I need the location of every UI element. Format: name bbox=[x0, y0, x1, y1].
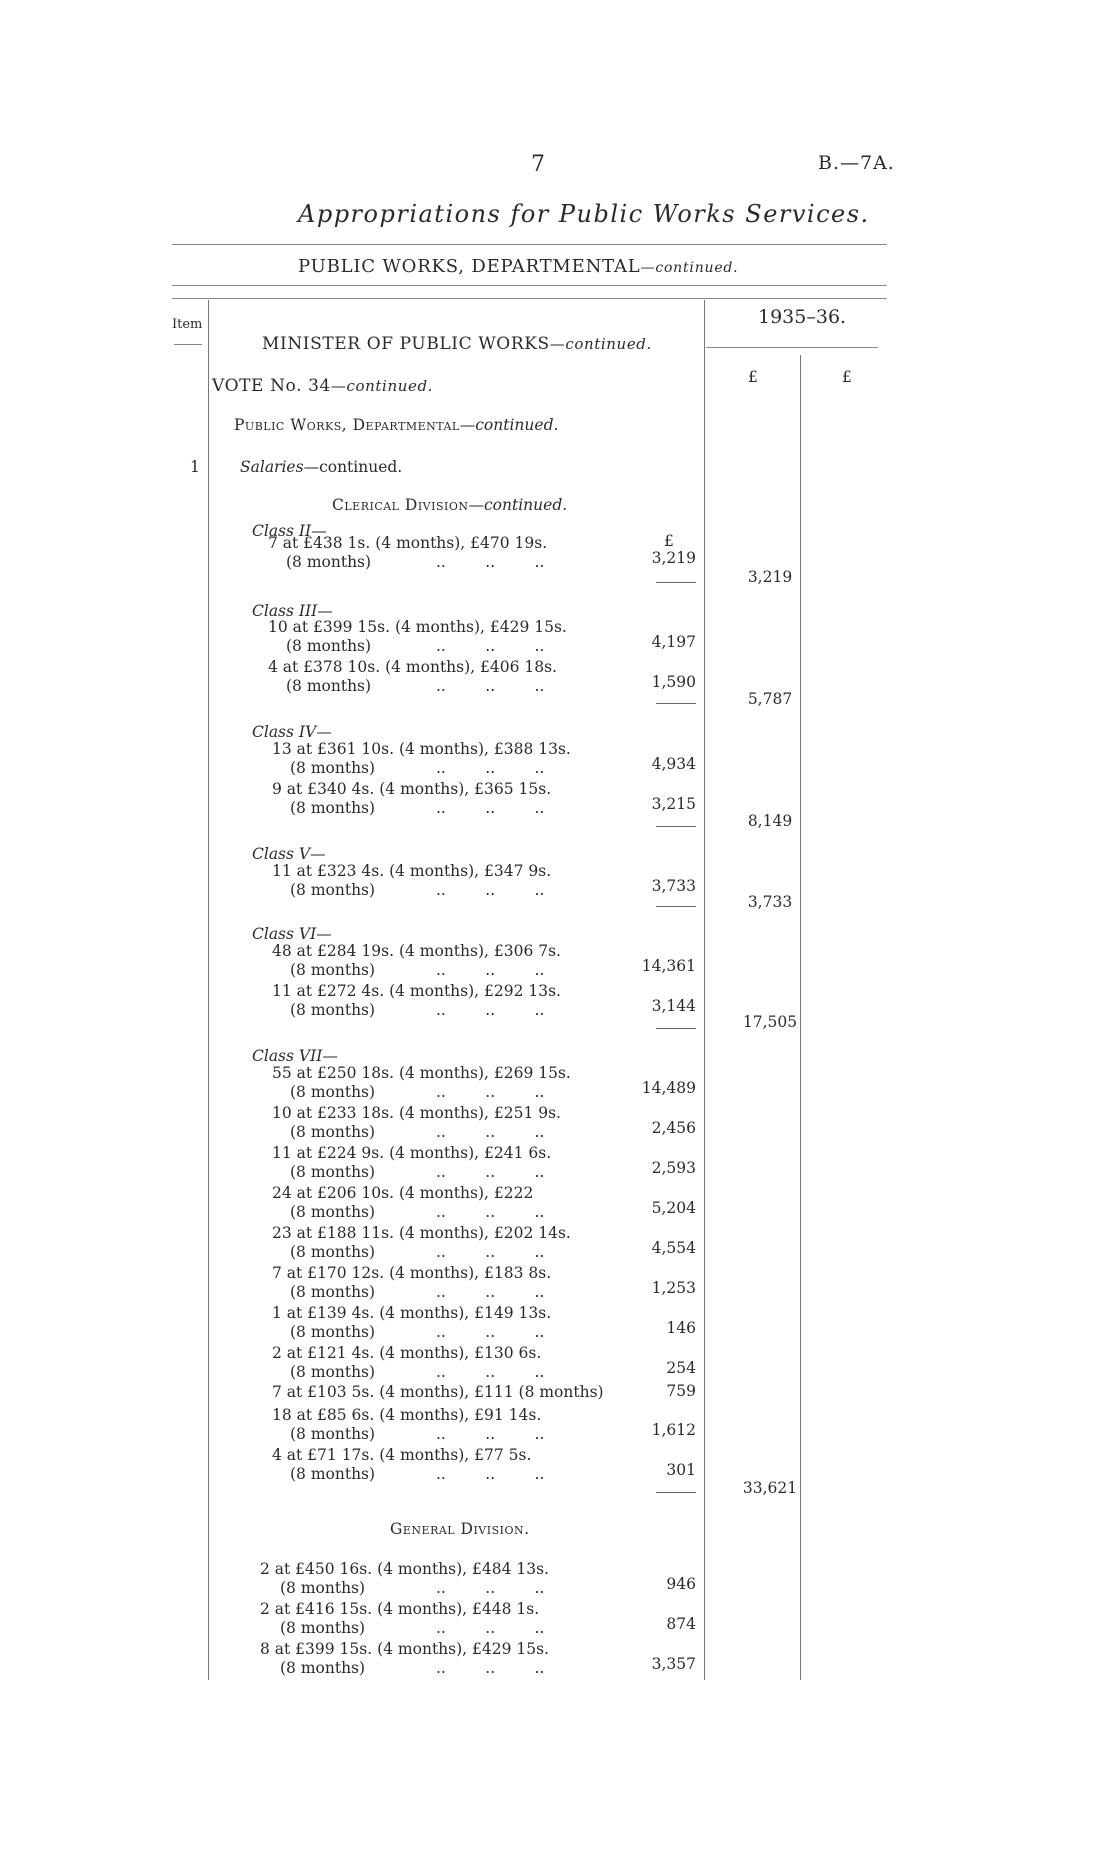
row-period-text: (8 months) bbox=[290, 1465, 376, 1483]
row-amount: 3,357 bbox=[651, 1655, 696, 1673]
row-rate-text: 4 at £378 10s. (4 months), £406 18s. bbox=[268, 658, 557, 676]
subtotal-rule bbox=[656, 1492, 696, 1493]
document-reference: B.—7A. bbox=[818, 152, 895, 174]
row-rate-text: 1 at £139 4s. (4 months), £149 13s. bbox=[272, 1304, 552, 1322]
row-period-text: (8 months) bbox=[290, 1001, 376, 1019]
vote-heading bbox=[212, 376, 433, 396]
class-label: Class IV— bbox=[252, 723, 332, 741]
row-rate-text: 8 at £399 15s. (4 months), £429 15s. bbox=[260, 1640, 549, 1658]
row-amount: 4,934 bbox=[651, 755, 696, 773]
row-rate-text: 2 at £416 15s. (4 months), £448 1s. bbox=[260, 1600, 540, 1618]
leader-dots: .. .. .. bbox=[436, 1163, 545, 1181]
row-period-text: (8 months) bbox=[286, 637, 372, 655]
row-amount: 1,590 bbox=[651, 673, 696, 691]
row-amount: 5,204 bbox=[651, 1199, 696, 1217]
leader-dots: .. .. .. bbox=[436, 553, 545, 571]
row-rate-text: 23 at £188 11s. (4 months), £202 14s. bbox=[272, 1224, 571, 1242]
item-label-rule bbox=[174, 344, 202, 345]
row-rate-text: 11 at £224 9s. (4 months), £241 6s. bbox=[272, 1144, 552, 1162]
item-number: 1 bbox=[190, 458, 200, 476]
class-label: Class VII— bbox=[252, 1047, 338, 1065]
leader-dots: .. .. .. bbox=[436, 881, 545, 899]
row-amount: 3,219 bbox=[651, 549, 696, 567]
leader-dots: .. .. .. bbox=[436, 1243, 545, 1261]
row-period-text: (8 months) bbox=[280, 1619, 366, 1637]
salaries-continued: —continued. bbox=[303, 458, 403, 476]
row-period-text: (8 months) bbox=[286, 677, 372, 695]
subtotal-rule bbox=[656, 703, 696, 704]
pound-column-2: £ bbox=[842, 368, 852, 386]
row-amount: 2,593 bbox=[651, 1159, 696, 1177]
leader-dots: .. .. .. bbox=[436, 1579, 545, 1597]
subtotal-rule bbox=[656, 826, 696, 827]
row-period-text: (8 months) bbox=[280, 1659, 366, 1677]
class-total: 3,733 bbox=[747, 893, 793, 911]
row-amount: 146 bbox=[666, 1319, 696, 1337]
row-amount: 4,554 bbox=[651, 1239, 696, 1257]
row-period-text: (8 months) bbox=[290, 961, 376, 979]
pound-column-1: £ bbox=[748, 368, 758, 386]
row-rate-text: 2 at £450 16s. (4 months), £484 13s. bbox=[260, 1560, 549, 1578]
page-title: Appropriations for Public Works Services. bbox=[298, 200, 870, 228]
row-amount: 14,361 bbox=[641, 957, 696, 975]
row-rate-text: 10 at £233 18s. (4 months), £251 9s. bbox=[272, 1104, 561, 1122]
general-division-label: General Division. bbox=[390, 1520, 530, 1538]
class-label: Class III— bbox=[252, 602, 333, 620]
subtitle-main: PUBLIC WORKS, DEPARTMENTAL bbox=[298, 256, 641, 277]
row-period-text: (8 months) bbox=[290, 1083, 376, 1101]
column-rule-amounts bbox=[704, 300, 705, 1680]
row-period-text: (8 months) bbox=[290, 1425, 376, 1443]
rule-table-top bbox=[172, 298, 887, 299]
pwd-heading bbox=[234, 416, 558, 434]
row-period-text: (8 months) bbox=[290, 1283, 376, 1301]
leader-dots: .. .. .. bbox=[436, 1001, 545, 1019]
row-rate-text: 11 at £272 4s. (4 months), £292 13s. bbox=[272, 982, 561, 1000]
row-period-text: (8 months) bbox=[290, 1163, 376, 1181]
leader-dots: .. .. .. bbox=[436, 1425, 545, 1443]
section-subtitle bbox=[298, 256, 738, 277]
row-amount: 759 bbox=[666, 1382, 696, 1400]
clerical-main: Clerical Division bbox=[332, 496, 469, 514]
row-rate-text: 2 at £121 4s. (4 months), £130 6s. bbox=[272, 1344, 542, 1362]
leader-dots: .. .. .. bbox=[436, 1083, 545, 1101]
leader-dots: .. .. .. bbox=[436, 637, 545, 655]
leader-dots: .. .. .. bbox=[436, 677, 545, 695]
year-heading: 1935–36. bbox=[758, 306, 847, 328]
row-rate-text: 48 at £284 19s. (4 months), £306 7s. bbox=[272, 942, 561, 960]
row-amount: 1,253 bbox=[651, 1279, 696, 1297]
row-period-text: (8 months) bbox=[290, 799, 376, 817]
salaries-main: Salaries bbox=[240, 458, 304, 476]
row-rate-text: 10 at £399 15s. (4 months), £429 15s. bbox=[268, 618, 567, 636]
subtotal-rule bbox=[656, 582, 696, 583]
pound-sub-column: £ bbox=[664, 532, 674, 550]
row-period-text: (8 months) bbox=[290, 1363, 376, 1381]
leader-dots: .. .. .. bbox=[436, 1465, 545, 1483]
row-rate-text: 7 at £438 1s. (4 months), £470 19s. bbox=[268, 534, 548, 552]
row-rate-text: 24 at £206 10s. (4 months), £222 bbox=[272, 1184, 534, 1202]
rule-under-year bbox=[706, 347, 878, 348]
class-total: 3,219 bbox=[747, 568, 793, 586]
rule-under-subtitle bbox=[172, 285, 887, 286]
row-rate-text: 4 at £71 17s. (4 months), £77 5s. bbox=[272, 1446, 532, 1464]
leader-dots: .. .. .. bbox=[436, 759, 545, 777]
row-period-text: (8 months) bbox=[290, 1243, 376, 1261]
row-period-text: (8 months) bbox=[290, 1123, 376, 1141]
pwd-main: Public Works, Departmental bbox=[234, 416, 460, 434]
vote-main: VOTE No. 34 bbox=[212, 376, 331, 396]
minister-continued: —continued. bbox=[549, 335, 652, 353]
row-period-text: (8 months) bbox=[290, 759, 376, 777]
row-amount: 3,144 bbox=[651, 997, 696, 1015]
row-rate-text: 9 at £340 4s. (4 months), £365 15s. bbox=[272, 780, 552, 798]
leader-dots: .. .. .. bbox=[436, 1619, 545, 1637]
salaries-heading bbox=[240, 458, 402, 476]
row-rate-text: 18 at £85 6s. (4 months), £91 14s. bbox=[272, 1406, 542, 1424]
pwd-continued: —continued. bbox=[459, 416, 559, 434]
rule-top bbox=[172, 244, 887, 245]
row-period-text: (8 months) bbox=[280, 1579, 366, 1597]
leader-dots: .. .. .. bbox=[436, 1659, 545, 1677]
class-total: 5,787 bbox=[747, 690, 793, 708]
class-label: Class V— bbox=[252, 845, 326, 863]
row-period-text: (8 months) bbox=[290, 1203, 376, 1221]
column-rule-item bbox=[208, 300, 209, 1680]
leader-dots: .. .. .. bbox=[436, 1203, 545, 1221]
row-amount: 946 bbox=[666, 1575, 696, 1593]
general-division-heading bbox=[390, 1520, 530, 1538]
row-amount: 874 bbox=[666, 1615, 696, 1633]
row-period-text: (8 months) bbox=[290, 1323, 376, 1341]
row-amount: 301 bbox=[666, 1461, 696, 1479]
row-period-text: (8 months) bbox=[286, 553, 372, 571]
subtotal-rule bbox=[656, 906, 696, 907]
row-amount: 1,612 bbox=[651, 1421, 696, 1439]
class-total: 17,505 bbox=[742, 1013, 798, 1031]
clerical-continued: —continued. bbox=[468, 496, 568, 514]
minister-heading bbox=[262, 334, 652, 354]
class-total: 8,149 bbox=[747, 812, 793, 830]
subtotal-rule bbox=[656, 1028, 696, 1029]
row-amount: 14,489 bbox=[641, 1079, 696, 1097]
row-rate-text: 7 at £103 5s. (4 months), £111 (8 months) bbox=[272, 1383, 604, 1401]
minister-main: MINISTER OF PUBLIC WORKS bbox=[262, 334, 550, 354]
class-total: 33,621 bbox=[742, 1479, 798, 1497]
leader-dots: .. .. .. bbox=[436, 799, 545, 817]
class-label: Class II— bbox=[252, 522, 327, 540]
vote-continued: —continued. bbox=[330, 377, 434, 395]
row-rate-text: 55 at £250 18s. (4 months), £269 15s. bbox=[272, 1064, 571, 1082]
row-amount: 254 bbox=[666, 1359, 696, 1377]
row-amount: 3,733 bbox=[651, 877, 696, 895]
row-period-text: (8 months) bbox=[290, 881, 376, 899]
item-column-label: Item bbox=[172, 317, 203, 332]
leader-dots: .. .. .. bbox=[436, 1283, 545, 1301]
page-number: 7 bbox=[531, 152, 545, 177]
class-label: Class VI— bbox=[252, 925, 332, 943]
leader-dots: .. .. .. bbox=[436, 1123, 545, 1141]
clerical-division-heading bbox=[332, 496, 567, 514]
subtitle-continued: —continued. bbox=[640, 260, 739, 276]
row-rate-text: 11 at £323 4s. (4 months), £347 9s. bbox=[272, 862, 552, 880]
row-rate-text: 13 at £361 10s. (4 months), £388 13s. bbox=[272, 740, 571, 758]
row-amount: 2,456 bbox=[651, 1119, 696, 1137]
row-amount: 4,197 bbox=[651, 633, 696, 651]
row-amount: 3,215 bbox=[651, 795, 696, 813]
leader-dots: .. .. .. bbox=[436, 1363, 545, 1381]
leader-dots: .. .. .. bbox=[436, 961, 545, 979]
row-rate-text: 7 at £170 12s. (4 months), £183 8s. bbox=[272, 1264, 552, 1282]
leader-dots: .. .. .. bbox=[436, 1323, 545, 1341]
